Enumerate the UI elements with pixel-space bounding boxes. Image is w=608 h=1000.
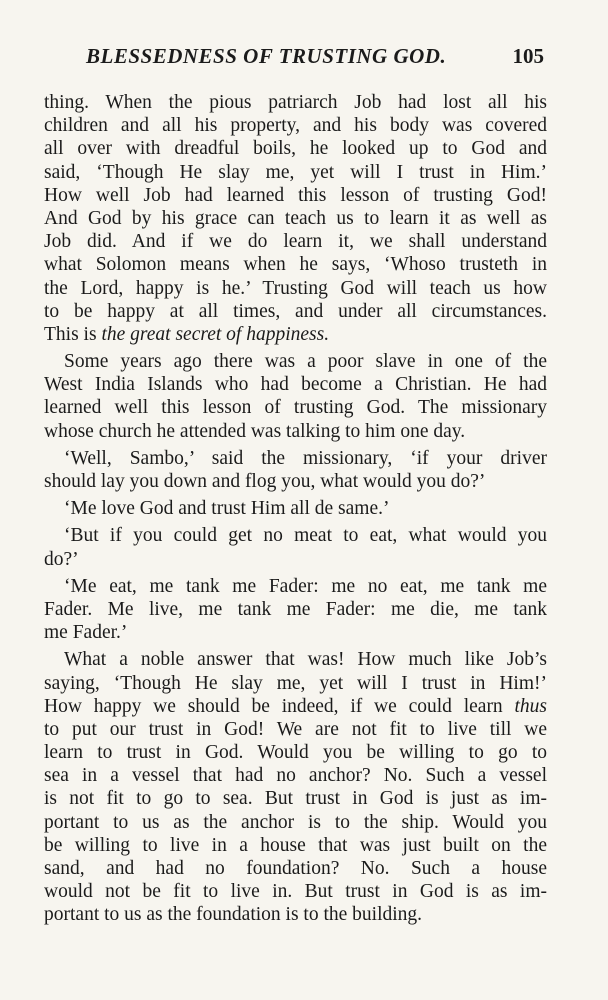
italic-phrase: the great secret of happiness. [101,323,330,345]
text-line: sea in a vessel that had no anchor? No. Such a vessel [44,765,547,787]
text-line: said, ‘Though He slay me, yet will I trust in Him.’ [44,161,547,183]
text-line: How well Job had learned this lesson of trusting God! [44,184,547,206]
text-line [44,695,547,718]
page-number: 105 [512,44,544,68]
paragraph-noble-answer [44,648,547,926]
text-line: West India Islands who had become a Christian. He had [44,374,547,396]
text-line: whose church he attended was talking to him one day. [44,420,466,442]
text-line: portant to us as the foundation is to the building. [44,904,423,926]
text-line: is not fit to go to sea. But trust in God is just as im- [44,788,547,810]
paragraph-sambo-reply [44,497,547,520]
paragraph-job [44,91,547,346]
text-line: me Fader.’ [44,622,128,644]
text-line: ‘Well, Sambo,’ said the missionary, ‘if your driver [64,447,547,469]
text-line: should lay you down and flog you, what would you do?’ [44,471,486,492]
text-line: learn to trust in God. Would you be willing to go to [44,742,547,764]
text-line: thing. When the pious patriarch Job had lost all his [44,92,547,113]
text-run: How happy we should be indeed, if we could learn [44,695,515,717]
text-line: all over with dreadful boils, he looked up to God and [44,138,547,160]
paragraph-slave [44,350,547,443]
text-line: And God by his grace can teach us to learn it as well as [44,207,547,229]
text-line: Some years ago there was a poor slave in one of the [64,351,547,373]
body-text [44,91,547,927]
text-line: learned well this lesson of trusting God. The missionary [44,397,547,419]
text-line: ‘Me love God and trust Him all de same.’ [64,498,390,520]
text-line: portant to us as the anchor is to the ship. Would you [44,811,547,833]
running-title: BLESSEDNESS OF TRUSTING GOD. [86,44,447,68]
text-line: to put our trust in God! We are not fit to live till we [44,718,547,740]
text-line: saying, ‘Though He slay me, yet will I trust in Him!’ [44,672,547,694]
text-line: ‘Me eat, me tank me Fader: me no eat, me tank me [64,575,547,597]
text-line: Fader. Me live, me tank me Fader: me die, me tank [44,598,547,620]
text-line: Job did. And if we do learn it, we shall understand [44,231,547,253]
text-line: children and all his property, and his body was covered [44,115,547,137]
italic-word: thus [514,695,547,717]
text-run: This is [44,323,102,345]
text-line: would not be fit to live in. But trust in God is as im- [44,881,547,903]
text-line [44,323,547,346]
paragraph-sambo-answer [44,575,547,645]
text-line: ‘But if you could get no meat to eat, what would you [64,525,547,547]
text-line: What a noble answer that was! How much like Job’s [64,649,547,671]
text-line: what Solomon means when he says, ‘Whoso trusteth in [44,254,547,276]
text-line: do?’ [44,548,79,570]
text-line: sand, and had no foundation? No. Such a house [44,858,547,879]
running-head [86,44,544,74]
paragraph-meat-question [44,524,547,570]
text-line: the Lord, happy is he.’ Trusting God will teach us how [44,277,547,299]
text-line: be willing to live in a house that was just built on the [44,834,547,856]
text-line: to be happy at all times, and under all circumstances. [44,300,547,322]
paragraph-missionary-question [44,447,547,493]
